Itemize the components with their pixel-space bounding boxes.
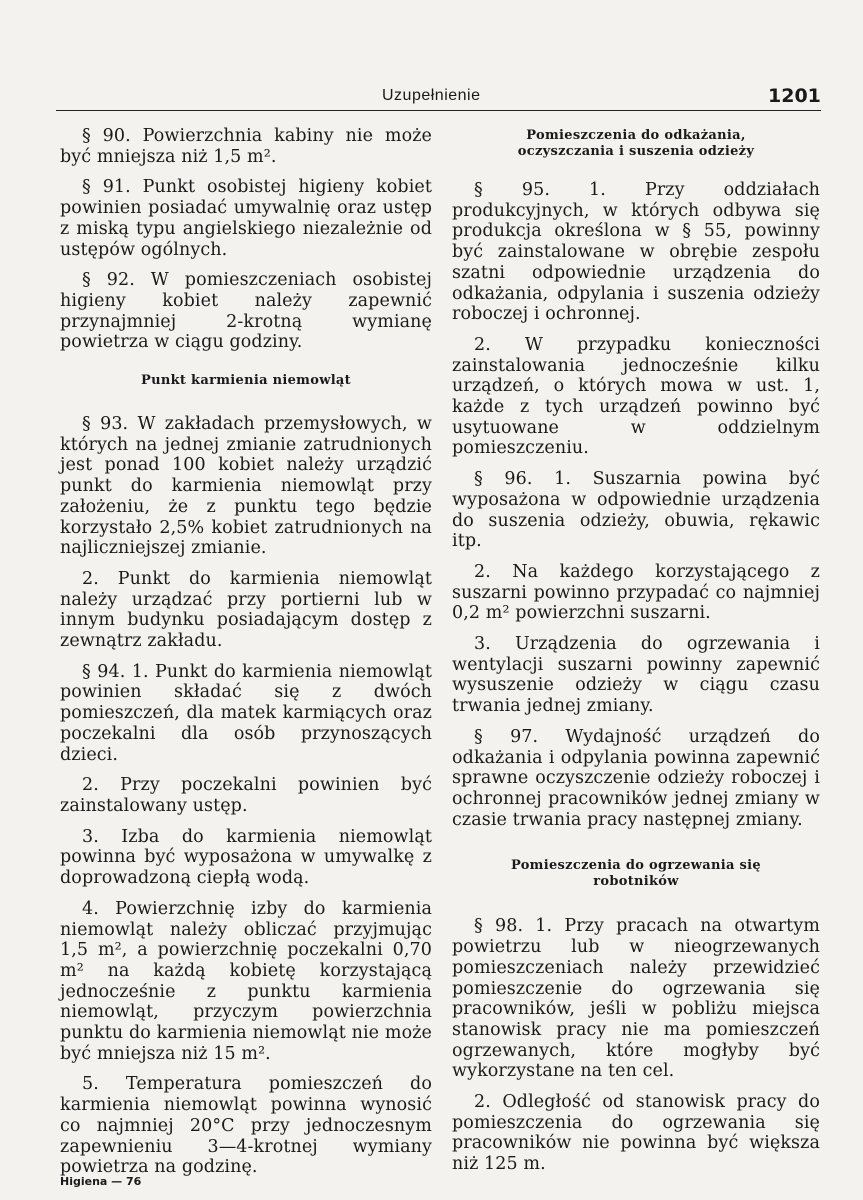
- paragraph-96-1: § 96. 1. Suszarnia powina być wyposażona w odpowiednie urządzenia do suszenia odzieży, obuwia, rękawic itp.: [452, 469, 820, 552]
- left-column: [60, 126, 432, 1188]
- paragraph-93-2: 2. Punkt do karmienia niemowląt należy urządzać przy portierni lub w innym budynku posiadającym dostęp z zewnątrz zakładu.: [60, 568, 432, 652]
- section-heading-decontamination: Pomieszczenia do odkażania, oczyszczania i suszenia odzieży: [517, 128, 755, 159]
- paragraph-96-3: 3. Urządzenia do ogrzewania i wentylacji suszarni powinny zapewnić wysuszenie odzieży w ciągu czasu trwania jednej zmiany.: [452, 634, 820, 717]
- paragraph-95-1: § 95. 1. Przy oddziałach produkcyjnych, w których odbywa się produkcja określona w § 55, powinny być zainstalowane w obrębie zespołu szatni odpowiednie urządzenia do odkażania, odpylania i suszenia odzieży roboczej i ochronnej.: [452, 180, 820, 325]
- printer-signature: Higiena — 76: [60, 1175, 142, 1188]
- page-number: 1201: [768, 85, 821, 107]
- paragraph-98-2: 2. Odległość od stanowisk pracy do pomieszczenia do ogrzewania się pracowników nie powinna być większa niż 125 m.: [452, 1092, 820, 1175]
- paragraph-94-1: § 94. 1. Punkt do karmienia niemowląt powinien składać się z dwóch pomieszczeń, dla matek karmiących oraz poczekalni dla osób przynoszących dzieci.: [60, 661, 432, 765]
- paragraph-92: § 92. W pomieszczeniach osobistej higieny kobiet należy zapewnić przynajmniej 2-krotną wymianę powietrza w ciągu godziny.: [60, 270, 432, 353]
- paragraph-91: § 91. Punkt osobistej higieny kobiet powinien posiadać umywalnię oraz ustęp z miską typu angielskiego niezależnie od ustępów ogólnych.: [60, 177, 432, 260]
- paragraph-93: § 93. W zakładach przemysłowych, w których na jednej zmianie zatrudnionych jest ponad 100 kobiet należy urządzić punkt do karmienia niemowląt przy założeniu, że z punktu tego będzie korzystało 2,5% kobiet zatrudnionych na najliczniejszej zmianie.: [60, 414, 432, 559]
- running-header: Uzupełnienie: [382, 87, 481, 104]
- paragraph-96-2: 2. Na każdego korzystającego z suszarni powinno przypadać co najmniej 0,2 m² powierzchni suszarni.: [452, 561, 820, 624]
- header-rule: [56, 110, 821, 111]
- paragraph-94-5: 5. Temperatura pomieszczeń do karmienia niemowląt powinna wynosić co najmniej 20°C przy jednoczesnym zapewnieniu 3—4-krotnej wymiany powietrza na godzinę.: [60, 1074, 432, 1178]
- paragraph-95-2: 2. W przypadku konieczności zainstalowania jednocześnie kilku urządzeń, o których mowa w ust. 1, każde z tych urządzeń powinno być usytuowane w oddzielnym pomieszczeniu.: [452, 334, 820, 459]
- right-column: [452, 126, 820, 1185]
- paragraph-98-1: § 98. 1. Przy pracach na otwartym powietrzu lub w nieogrzewanych pomieszczeniach należy przewidzieć pomieszczenie do ogrzewania się pracowników, jeśli w pobliżu miejsca stanowisk pracy nie ma pomieszczeń ogrzewanych, które mogłyby być wykorzystane na ten cel.: [452, 916, 820, 1082]
- paragraph-90: § 90. Powierzchnia kabiny nie może być mniejsza niż 1,5 m².: [60, 126, 432, 167]
- section-heading-heating: Pomieszczenia do ogrzewania się robotników: [510, 858, 761, 890]
- section-heading-nursing: Punkt karmienia niemowląt: [141, 373, 351, 389]
- paragraph-94-2: 2. Przy poczekalni powinien być zainstalowany ustęp.: [60, 775, 432, 816]
- paragraph-97: § 97. Wydajność urządzeń do odkażania i odpylania powinna zapewnić sprawne oczyszczenie odzieży roboczej i ochronnej pracowników jednej zmiany w czasie trwania pracy następnej zmiany.: [452, 726, 820, 830]
- paragraph-94-3: 3. Izba do karmienia niemowląt powinna być wyposażona w umywalkę z doprowadzoną ciepłą wodą.: [60, 826, 432, 889]
- paragraph-94-4: 4. Powierzchnię izby do karmienia niemowląt należy obliczać przyjmując 1,5 m², a powierzchnię poczekalni 0,70 m² na każdą kobietę korzystającą jednocześnie z punktu karmienia niemowląt, przyczym powierzchnia punktu do karmienia niemowląt nie może być mniejsza niż 15 m².: [60, 898, 432, 1064]
